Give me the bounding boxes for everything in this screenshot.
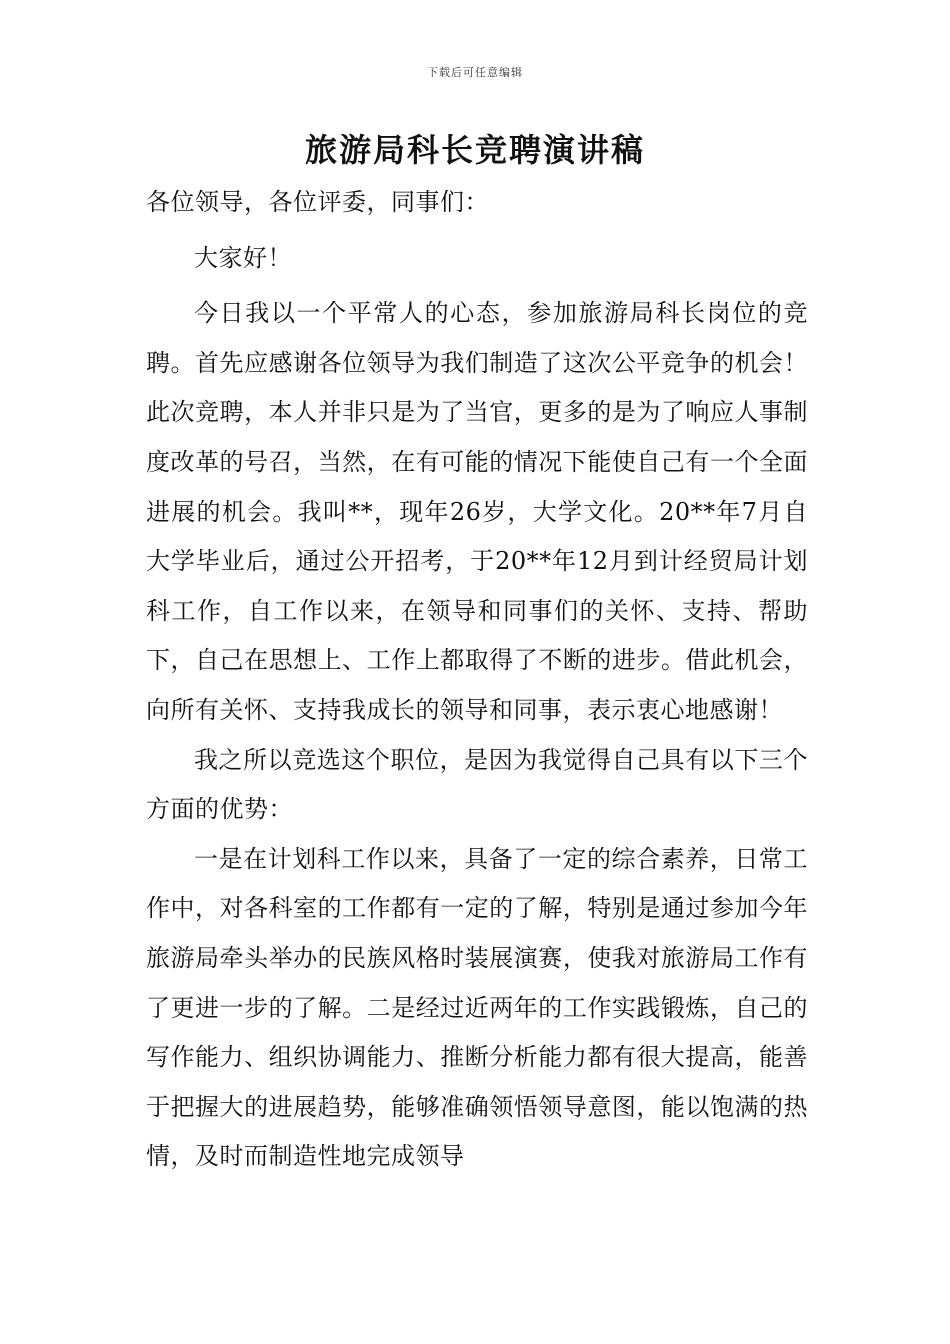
document-title: 旅游局科长竞聘演讲稿 (304, 131, 645, 169)
salutation: 各位领导，各位评委，同事们： (146, 188, 489, 216)
header-note: 下载后可任意编辑 (427, 66, 523, 79)
paragraph-3: 一是在计划科工作以来，具备了一定的综合素养，日常工作中，对各科室的工作都有一定的了解，特别是通过参加今年旅游局牵头举办的民族风格时装展演赛，使我对旅游局工作有了更进一步的了解。二是经过近两年的工作实践锻炼，自己的写作能力、组织协调能力、推断分析能力都有很大提高，能善于把握大的进展趋势，能够准确领悟领导意图，能以饱满的热情，及时而制造性地完成领导 (146, 844, 808, 1171)
paragraph-1: 今日我以一个平常人的心态，参加旅游局科长岗位的竞聘。首先应感谢各位领导为我们制造了这次公平竞争的机会！此次竞聘，本人并非只是为了当官，更多的是为了响应人事制度改革的号召，当然，在有可能的情况下能使自己有一个全面进展的机会。我叫**，现年26岁，大学文化。20**年7月自大学毕业后，通过公开招考，于20**年12月到计经贸局计划科工作，自工作以来，在领导和同事们的关怀、支持、帮助下，自己在思想上、工作上都取得了不断的进步。借此机会，向所有关怀、支持我成长的领导和同事，表示衷心地感谢！ (146, 299, 808, 724)
paragraph-2: 我之所以竞选这个职位，是因为我觉得自己具有以下三个方面的优势： (146, 745, 808, 824)
document-body (146, 178, 808, 1182)
greeting: 大家好！ (194, 243, 292, 272)
